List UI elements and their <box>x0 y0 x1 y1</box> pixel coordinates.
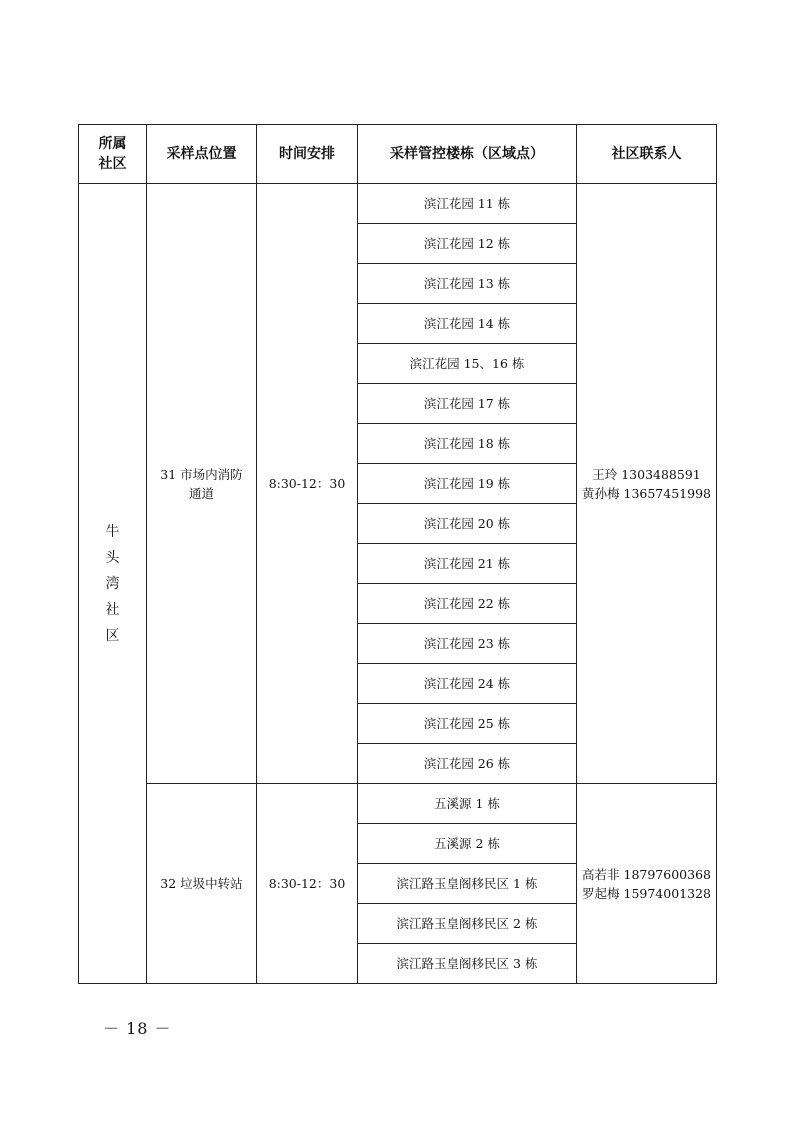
contact-person: 高若非 18797600368 <box>582 866 711 882</box>
contact-person: 黄孙梅 13657451998 <box>582 485 711 501</box>
time-cell: 8:30-12：30 <box>257 184 358 784</box>
location-text: 32 垃圾中转站 <box>160 876 243 891</box>
building-cell: 滨江花园 23 栋 <box>358 624 577 664</box>
location-cell <box>147 784 257 984</box>
table-body <box>79 184 717 984</box>
building-cell: 滨江花园 25 栋 <box>358 704 577 744</box>
building-cell: 滨江花园 15、16 栋 <box>358 344 577 384</box>
community-cell <box>79 184 147 984</box>
building-cell: 滨江花园 12 栋 <box>358 224 577 264</box>
contact-person: 罗起梅 15974001328 <box>582 885 711 901</box>
page-number: － 18 － <box>103 1019 172 1038</box>
building-cell: 滨江花园 26 栋 <box>358 744 577 784</box>
building-cell: 滨江路玉皇阁移民区 1 栋 <box>358 864 577 904</box>
header-row <box>79 125 717 184</box>
sampling-schedule-table <box>78 124 717 984</box>
building-cell: 滨江花园 24 栋 <box>358 664 577 704</box>
header-community: 所属社区 <box>79 125 147 184</box>
building-cell: 滨江花园 11 栋 <box>358 184 577 224</box>
building-cell: 滨江花园 19 栋 <box>358 464 577 504</box>
header-buildings: 采样管控楼栋（区域点） <box>358 125 577 184</box>
building-cell: 滨江花园 22 栋 <box>358 584 577 624</box>
building-cell: 滨江花园 18 栋 <box>358 424 577 464</box>
community-name: 牛头湾社区 <box>105 523 120 644</box>
building-cell: 五溪源 1 栋 <box>358 784 577 824</box>
header-contact: 社区联系人 <box>577 125 717 184</box>
location-cell <box>147 184 257 784</box>
time-cell: 8:30-12：30 <box>257 784 358 984</box>
building-cell: 滨江花园 21 栋 <box>358 544 577 584</box>
contact-cell <box>577 784 717 984</box>
building-cell: 滨江花园 14 栋 <box>358 304 577 344</box>
building-cell: 五溪源 2 栋 <box>358 824 577 864</box>
building-cell: 滨江路玉皇阁移民区 2 栋 <box>358 904 577 944</box>
building-cell: 滨江花园 20 栋 <box>358 504 577 544</box>
table-row <box>79 784 717 824</box>
table-row <box>79 184 717 224</box>
building-cell: 滨江花园 13 栋 <box>358 264 577 304</box>
contact-cell <box>577 184 717 784</box>
location-text: 31 市场内消防通道 <box>160 466 243 501</box>
header-time: 时间安排 <box>257 125 358 184</box>
building-cell: 滨江花园 17 栋 <box>358 384 577 424</box>
header-location: 采样点位置 <box>147 125 257 184</box>
building-cell: 滨江路玉皇阁移民区 3 栋 <box>358 944 577 984</box>
contact-person: 王玲 1303488591 <box>592 466 701 482</box>
